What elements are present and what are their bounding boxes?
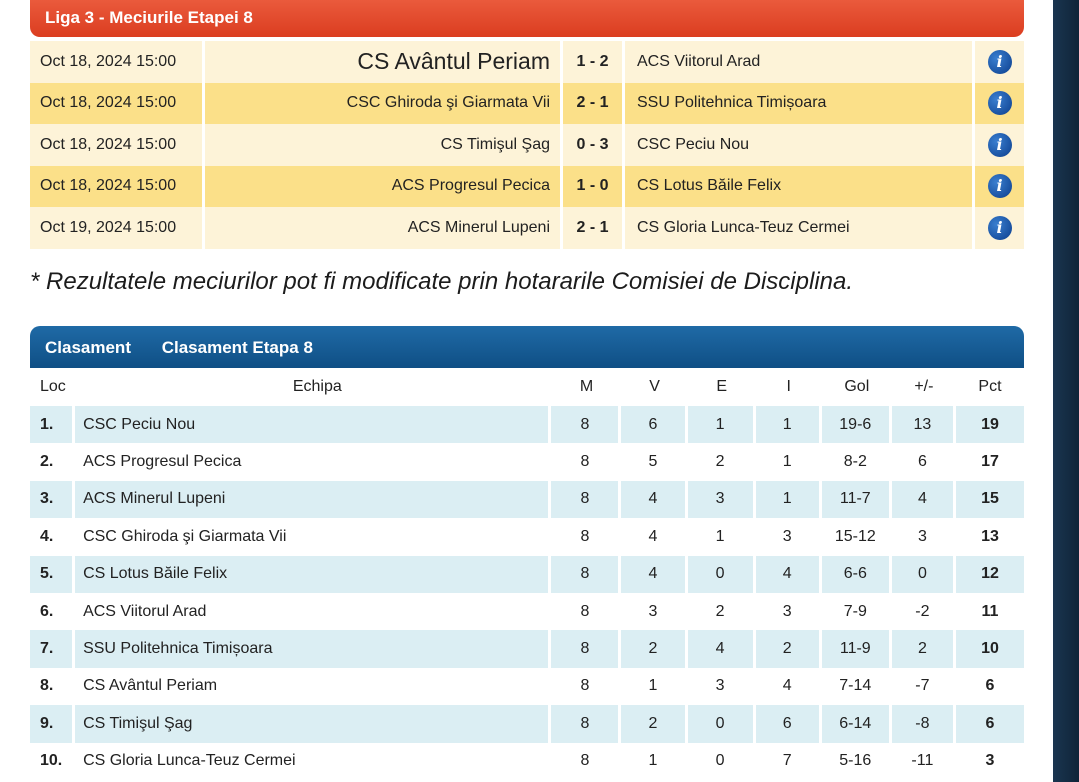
standing-points: 19 bbox=[981, 415, 999, 433]
standings-row bbox=[30, 443, 1024, 480]
standing-goal-diff: 0 bbox=[892, 556, 956, 593]
standing-losses: 1 bbox=[756, 443, 822, 480]
standing-goal-diff: 6 bbox=[892, 443, 956, 480]
standing-played: 8 bbox=[551, 630, 621, 667]
standing-goal-diff: 3 bbox=[892, 518, 956, 555]
standing-goals: 6-6 bbox=[822, 556, 892, 593]
standing-loc: 7. bbox=[30, 630, 75, 667]
standings-row bbox=[30, 406, 1024, 443]
standing-goal-diff: -8 bbox=[892, 705, 956, 742]
standing-team: CSC Peciu Nou bbox=[75, 406, 551, 443]
col-header-i: I bbox=[786, 378, 791, 395]
standing-goals: 19-6 bbox=[822, 406, 892, 443]
match-row bbox=[30, 83, 1024, 125]
standing-played: 8 bbox=[551, 593, 621, 630]
standing-goals: 7-9 bbox=[822, 593, 892, 630]
match-away-team: ACS Viitorul Arad bbox=[625, 41, 975, 83]
standing-team: ACS Viitorul Arad bbox=[75, 593, 551, 630]
standings-row bbox=[30, 743, 1024, 780]
col-header-gol: Gol bbox=[844, 378, 870, 395]
standing-played: 8 bbox=[551, 556, 621, 593]
match-info-cell bbox=[975, 83, 1024, 125]
standing-wins: 3 bbox=[621, 593, 687, 630]
standing-draws: 3 bbox=[688, 481, 756, 518]
standings-title: Clasament bbox=[45, 338, 131, 357]
standings-subtitle: Clasament Etapa 8 bbox=[161, 338, 313, 357]
match-date: Oct 18, 2024 15:00 bbox=[30, 41, 205, 83]
standings-row bbox=[30, 481, 1024, 518]
info-icon[interactable]: i bbox=[988, 91, 1012, 115]
standing-goals: 8-2 bbox=[822, 443, 892, 480]
standings-row bbox=[30, 556, 1024, 593]
standing-team: ACS Minerul Lupeni bbox=[75, 481, 551, 518]
standing-losses: 4 bbox=[756, 556, 822, 593]
standings-header bbox=[30, 326, 1024, 368]
standing-losses: 6 bbox=[756, 705, 822, 742]
standings-row bbox=[30, 630, 1024, 667]
standing-team: CS Lotus Băile Felix bbox=[75, 556, 551, 593]
match-info-cell bbox=[975, 41, 1024, 83]
match-score: 2 - 1 bbox=[563, 207, 625, 249]
standing-wins: 2 bbox=[621, 705, 687, 742]
standing-points: 11 bbox=[981, 602, 999, 620]
standing-points: 3 bbox=[985, 752, 995, 770]
standing-team: CS Gloria Lunca-Teuz Cermei bbox=[75, 743, 551, 780]
matches-header bbox=[30, 0, 1024, 37]
standing-wins: 4 bbox=[621, 481, 687, 518]
standing-wins: 4 bbox=[621, 556, 687, 593]
match-date: Oct 18, 2024 15:00 bbox=[30, 83, 205, 125]
standing-played: 8 bbox=[551, 481, 621, 518]
standing-played: 8 bbox=[551, 443, 621, 480]
match-score: 1 - 0 bbox=[563, 166, 625, 208]
standing-goal-diff: -7 bbox=[892, 668, 956, 705]
standing-draws: 2 bbox=[688, 443, 756, 480]
standing-draws: 1 bbox=[688, 518, 756, 555]
col-header-v: V bbox=[649, 378, 660, 395]
standing-loc: 1. bbox=[30, 406, 75, 443]
standing-goals: 15-12 bbox=[822, 518, 892, 555]
match-date: Oct 19, 2024 15:00 bbox=[30, 207, 205, 249]
standings-row bbox=[30, 518, 1024, 555]
standing-loc: 3. bbox=[30, 481, 75, 518]
match-home-team: CSC Ghiroda şi Giarmata Vii bbox=[205, 83, 563, 125]
match-date: Oct 18, 2024 15:00 bbox=[30, 166, 205, 208]
match-score: 2 - 1 bbox=[563, 83, 625, 125]
match-away-team: CS Lotus Băile Felix bbox=[625, 166, 975, 208]
standing-draws: 0 bbox=[688, 705, 756, 742]
disciplinary-note: * Rezultatele meciurilor pot fi modificate prin hotararile Comisiei de Disciplina. bbox=[30, 268, 854, 295]
col-header-e: E bbox=[716, 378, 728, 395]
match-away-team: SSU Politehnica Timișoara bbox=[625, 83, 975, 125]
standing-points: 6 bbox=[985, 677, 995, 695]
info-icon[interactable]: i bbox=[988, 174, 1012, 198]
standing-goals: 5-16 bbox=[822, 743, 892, 780]
match-row bbox=[30, 124, 1024, 166]
standing-wins: 1 bbox=[621, 743, 687, 780]
standing-goal-diff: -11 bbox=[892, 743, 956, 780]
col-header-dif: +/- bbox=[914, 378, 934, 395]
standing-wins: 5 bbox=[621, 443, 687, 480]
standing-losses: 7 bbox=[756, 743, 822, 780]
standing-played: 8 bbox=[551, 668, 621, 705]
standing-goal-diff: 13 bbox=[892, 406, 956, 443]
standing-draws: 2 bbox=[688, 593, 756, 630]
col-header-pct: Pct bbox=[978, 378, 1002, 395]
match-info-cell bbox=[975, 207, 1024, 249]
standing-points: 12 bbox=[981, 565, 999, 583]
match-away-team: CS Gloria Lunca-Teuz Cermei bbox=[625, 207, 975, 249]
match-row bbox=[30, 207, 1024, 249]
standing-draws: 1 bbox=[688, 406, 756, 443]
standing-losses: 2 bbox=[756, 630, 822, 667]
standing-draws: 3 bbox=[688, 668, 756, 705]
match-row bbox=[30, 41, 1024, 83]
info-icon[interactable]: i bbox=[988, 216, 1012, 240]
info-icon[interactable]: i bbox=[988, 50, 1012, 74]
match-home-team: CS Avântul Periam bbox=[205, 41, 563, 83]
standing-team: CSC Ghiroda şi Giarmata Vii bbox=[75, 518, 551, 555]
standing-goal-diff: 2 bbox=[892, 630, 956, 667]
match-score: 1 - 2 bbox=[563, 41, 625, 83]
standing-loc: 2. bbox=[30, 443, 75, 480]
standings-row bbox=[30, 668, 1024, 705]
standing-goals: 6-14 bbox=[822, 705, 892, 742]
standing-played: 8 bbox=[551, 406, 621, 443]
standing-points: 6 bbox=[985, 714, 995, 732]
standing-loc: 6. bbox=[30, 593, 75, 630]
standing-wins: 1 bbox=[621, 668, 687, 705]
standing-losses: 1 bbox=[756, 481, 822, 518]
standing-losses: 3 bbox=[756, 518, 822, 555]
standing-team: ACS Progresul Pecica bbox=[75, 443, 551, 480]
standing-draws: 0 bbox=[688, 743, 756, 780]
match-home-team: ACS Minerul Lupeni bbox=[205, 207, 563, 249]
standings-row bbox=[30, 705, 1024, 742]
matches-title: Liga 3 - Meciurile Etapei 8 bbox=[45, 8, 253, 27]
col-header-loc: Loc bbox=[40, 378, 66, 395]
standing-goal-diff: 4 bbox=[892, 481, 956, 518]
standing-played: 8 bbox=[551, 743, 621, 780]
standing-goal-diff: -2 bbox=[892, 593, 956, 630]
standing-loc: 10. bbox=[30, 743, 75, 780]
col-header-team: Echipa bbox=[292, 378, 342, 395]
match-away-team: CSC Peciu Nou bbox=[625, 124, 975, 166]
match-home-team: ACS Progresul Pecica bbox=[205, 166, 563, 208]
info-icon[interactable]: i bbox=[988, 133, 1012, 157]
match-info-cell bbox=[975, 124, 1024, 166]
match-home-team: CS Timişul Şag bbox=[205, 124, 563, 166]
standings-table bbox=[30, 368, 1024, 780]
standing-loc: 5. bbox=[30, 556, 75, 593]
standing-wins: 6 bbox=[621, 406, 687, 443]
standing-played: 8 bbox=[551, 705, 621, 742]
side-strip bbox=[1053, 0, 1079, 782]
col-header-m: M bbox=[579, 378, 594, 395]
standing-team: CS Avântul Periam bbox=[75, 668, 551, 705]
standings-row bbox=[30, 593, 1024, 630]
match-score: 0 - 3 bbox=[563, 124, 625, 166]
standing-team: CS Timişul Şag bbox=[75, 705, 551, 742]
standing-goals: 11-9 bbox=[822, 630, 892, 667]
standing-played: 8 bbox=[551, 518, 621, 555]
standing-goals: 7-14 bbox=[822, 668, 892, 705]
standing-draws: 4 bbox=[688, 630, 756, 667]
standing-wins: 4 bbox=[621, 518, 687, 555]
standing-draws: 0 bbox=[688, 556, 756, 593]
standing-losses: 4 bbox=[756, 668, 822, 705]
match-date: Oct 18, 2024 15:00 bbox=[30, 124, 205, 166]
standing-points: 10 bbox=[981, 640, 999, 658]
standing-wins: 2 bbox=[621, 630, 687, 667]
standing-losses: 1 bbox=[756, 406, 822, 443]
standing-points: 15 bbox=[981, 490, 999, 508]
standing-points: 17 bbox=[981, 453, 999, 471]
standings-rows bbox=[30, 406, 1024, 780]
match-info-cell bbox=[975, 166, 1024, 208]
standings-column-headers bbox=[30, 368, 1024, 406]
standing-loc: 8. bbox=[30, 668, 75, 705]
standing-points: 13 bbox=[981, 527, 999, 545]
standing-loc: 9. bbox=[30, 705, 75, 742]
match-row bbox=[30, 166, 1024, 208]
standing-loc: 4. bbox=[30, 518, 75, 555]
matches-list bbox=[30, 41, 1024, 249]
standing-team: SSU Politehnica Timișoara bbox=[75, 630, 551, 667]
standing-goals: 11-7 bbox=[822, 481, 892, 518]
standing-losses: 3 bbox=[756, 593, 822, 630]
